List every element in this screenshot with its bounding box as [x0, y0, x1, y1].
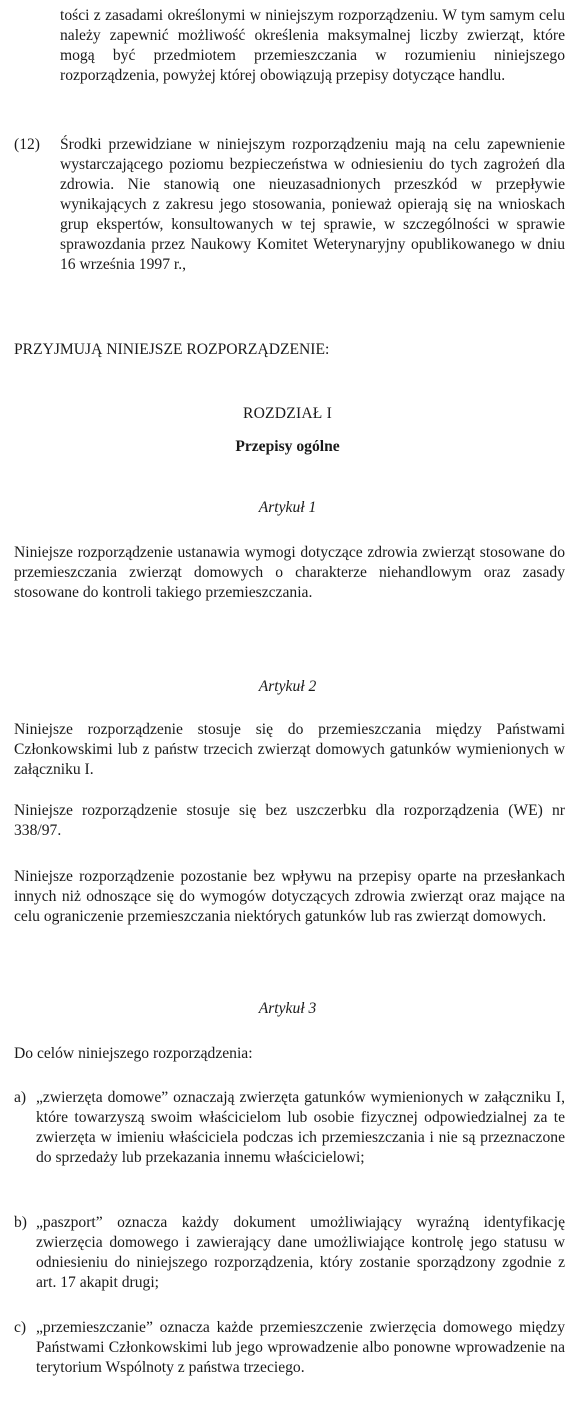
definition-text: „zwierzęta domowe” oznaczają zwierzęta gatunków wymienionych w załączniku I, które towarzyszą swoim właścicielom lub osobie fizycznej odpowiedzialnej za te zwierzęta w imieniu właściciela podczas ich przemieszczania i nie są przeznaczone do sprzedaży lub przekazania innemu właścicielowi;	[36, 1089, 565, 1166]
chapter-heading: ROZDZIAŁ I	[242, 405, 333, 422]
recital-text: Środki przewidziane w niniejszym rozporządzeniu mają na celu zapewnienie wystarczającego poziomu bezpieczeństwa w odniesieniu do tych zagrożeń dla zdrowia. Nie stanowią one nieuzasadnionych przeszkód w przepływie wynikających z zakresu jego stosowania, ponieważ opierają się na wnioskach grup ekspertów, konsultowanych w tej sprawie, w szczególności w sprawie sprawozdania przez Naukowy Komitet Weterynaryjny opublikowanego w dniu 16 września 1997 r.,	[60, 136, 565, 273]
article-1-heading: Artykuł 1	[258, 499, 317, 516]
article-3-intro: Do celów niniejszego rozporządzenia:	[14, 1045, 253, 1062]
definition-text: „paszport” oznacza każdy dokument umożliwiający wyraźną identyfikację zwierzęcia domowego i zawierający dane umożliwiające kontrolę jego statusu w odniesieniu do niniejszego rozporządzenia, który zostanie sporządzony zgodnie z art. 17 akapit drugi;	[36, 1214, 565, 1291]
chapter-title: Przepisy ogólne	[235, 438, 340, 455]
adoption-statement: PRZYJMUJĄ NINIEJSZE ROZPORZĄDZENIE:	[14, 341, 330, 358]
definition-label: a)	[14, 1089, 27, 1106]
definition-label: c)	[14, 1319, 27, 1336]
article-1-paragraph: Niniejsze rozporządzenie ustanawia wymogi dotyczące zdrowia zwierząt stosowane do przemieszczania zwierząt domowych o charakterze niehandlowym oraz zasady stosowane do kontroli takiego przemieszczania.	[14, 544, 565, 601]
article-2-heading: Artykuł 2	[258, 678, 317, 695]
definition-label: b)	[14, 1214, 27, 1231]
article-3-heading: Artykuł 3	[258, 1000, 317, 1017]
article-2-paragraph-1: Niniejsze rozporządzenie stosuje się do przemieszczania między Państwami Członkowskimi lub z państw trzecich zwierząt domowych gatunków wymienionych w załączniku I.	[14, 721, 565, 778]
recital-number: (12)	[14, 136, 40, 153]
recital-11-continuation: tości z zasadami określonymi w niniejszym rozporządzeniu. W tym samym celu należy zapewnić możliwość określenia maksymalnej liczby zwierząt, które mogą być przedmiotem przemieszczania w rozumieniu niniejszego rozporządzenia, powyżej której obowiązują przepisy dotyczące handlu.	[60, 7, 565, 84]
definition-text: „przemieszczanie” oznacza każde przemieszczenie zwierzęcia domowego między Państwami Członkowskimi lub jego wprowadzenie albo ponowne wprowadzenie na terytorium Wspólnoty z państwa trzeciego.	[36, 1319, 565, 1376]
article-2-paragraph-2: Niniejsze rozporządzenie stosuje się bez uszczerbku dla rozporządzenia (WE) nr 338/97.	[14, 802, 565, 839]
article-2-paragraph-3: Niniejsze rozporządzenie pozostanie bez wpływu na przepisy oparte na przesłankach innych niż odnoszące się do wymogów dotyczących zdrowia zwierząt oraz mające na celu ograniczenie przemieszczania niektórych gatunków lub ras zwierząt domowych.	[14, 868, 565, 925]
